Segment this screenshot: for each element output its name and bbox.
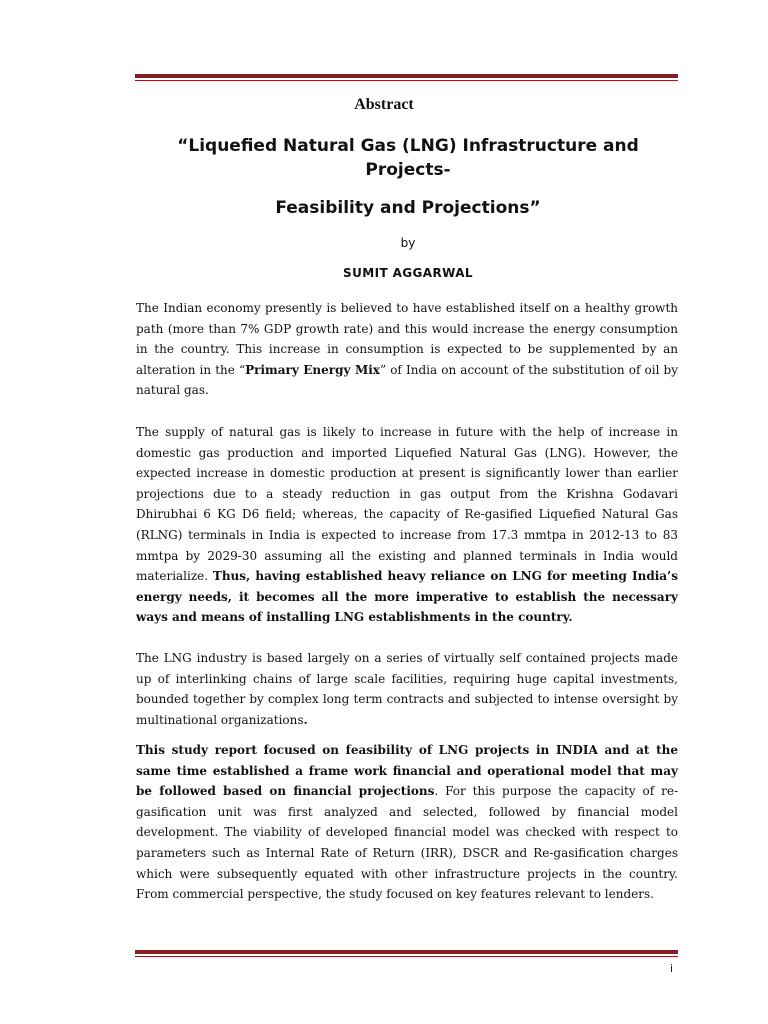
paragraph-2-bold: Thus, having established heavy reliance on LNG for meeting India’s energy needs, it becomes all the more imperative to establish the necessary ways and means of installing LNG establishments in the country. [136,569,678,625]
paragraph-4-bold: This study report focused on feasibility of LNG projects in INDIA and at the same time established a frame work financial and operational model that may be followed based on financial projections [136,743,678,799]
page-number: i [670,962,674,975]
footer-rule-thin [135,956,678,957]
paragraph-2 [136,422,678,628]
paragraph-1 [136,298,678,401]
footer-rule [135,950,678,954]
document-title: “Liquefied Natural Gas (LNG) Infrastructure and Projects- [177,136,639,180]
document-subtitle: Feasibility and Projections” [275,198,541,218]
header-rule [135,74,678,78]
abstract-heading: Abstract [354,96,414,113]
paragraph-4 [136,740,678,905]
header-rule-thin [135,80,678,81]
author-name: SUMIT AGGARWAL [343,266,473,280]
paragraph-1-text-b: ” of India on account of the substitution of oil by natural gas. [136,362,679,398]
paragraph-2-text: The supply of natural gas is likely to increase in future with the help of increase in domestic gas production and imported Liquefied Natural Gas (LNG). However, the expected increase in domestic production at present is significantly lower than earlier projections due to a steady reduction in gas output from the Krishna Godavari Dhirubhai 6 KG D6 field; whereas, the capacity of Re-gasified Liquefied Natural Gas (RLNG) terminals in India is expected to increase from 17.3 mmtpa in 2012-13 to 83 mmtpa by 2029-30 assuming all the existing and planned terminals in India would materialize. [136,425,678,584]
paragraph-4-text: . For this purpose the capacity of re-gasification unit was first analyzed and selected, followed by financial model development. The viability of developed financial model was checked with respect to parameters such as Internal Rate of Return (IRR), DSCR and Re-gasification charges which were subsequently equated with other infrastructure projects in the country. From commercial perspective, the study focused on key features relevant to lenders. [136,784,678,902]
paragraph-1-bold: Primary Energy Mix [245,362,380,377]
paragraph-3 [136,648,678,730]
paragraph-3-bold: . [303,712,308,727]
paragraph-1-text-a: The Indian economy presently is believed to have established itself on a healthy growth path (more than 7% GDP growth rate) and this would increase the energy consumption in the country. This increase in consumption is expected to be supplemented by an alteration in the “ [136,301,678,377]
by-line: by [400,236,416,250]
paragraph-3-text: The LNG industry is based largely on a series of virtually self contained projects made up of interlinking chains of large scale facilities, requiring huge capital investments, bounded together by complex long term contracts and subjected to intense oversight by multinational organizations [136,651,678,727]
